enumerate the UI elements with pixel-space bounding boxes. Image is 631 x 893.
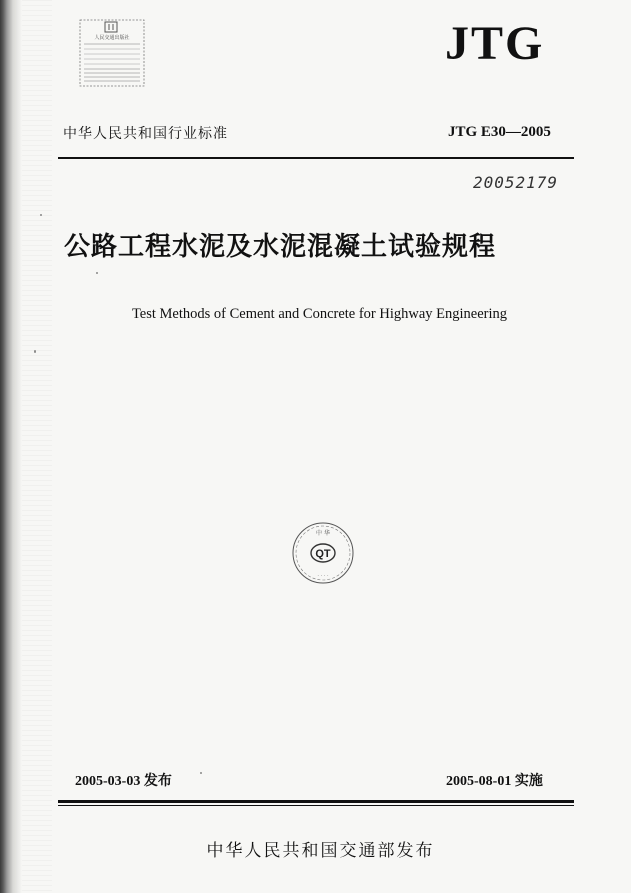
header-divider [58, 157, 574, 159]
scan-speck [96, 272, 98, 274]
scan-speck [40, 214, 42, 216]
svg-text:· · · ·: · · · · [317, 573, 329, 579]
jtg-logo: JTG [445, 17, 545, 70]
svg-text:人民交通出版社: 人民交通出版社 [94, 35, 130, 41]
svg-text:QT: QT [315, 548, 331, 560]
scan-binding-texture [22, 0, 52, 893]
scan-speck [200, 772, 202, 774]
standard-category: 中华人民共和国行业标准 [63, 126, 228, 142]
handwritten-catalog-number: 20052179 [473, 173, 559, 192]
implementation-date: 2005-08-01 实施 [446, 774, 543, 789]
svg-text:中 华: 中 华 [316, 530, 330, 537]
qt-seal-stamp [290, 520, 356, 586]
footer-divider-thin [58, 805, 574, 806]
document-title-chinese: 公路工程水泥及水泥混凝土试验规程 [64, 232, 497, 262]
issue-date: 2005-03-03 发布 [75, 774, 172, 789]
document-title-english: Test Methods of Cement and Concrete for Highway Engineering [131, 306, 508, 322]
footer-divider-thick [58, 800, 574, 803]
scan-binding-edge [0, 0, 22, 893]
standard-number: JTG E30—2005 [448, 124, 551, 140]
publisher-stamp [78, 18, 146, 88]
scan-speck [34, 350, 36, 353]
issuing-authority: 中华人民共和国交通部发布 [206, 841, 435, 861]
